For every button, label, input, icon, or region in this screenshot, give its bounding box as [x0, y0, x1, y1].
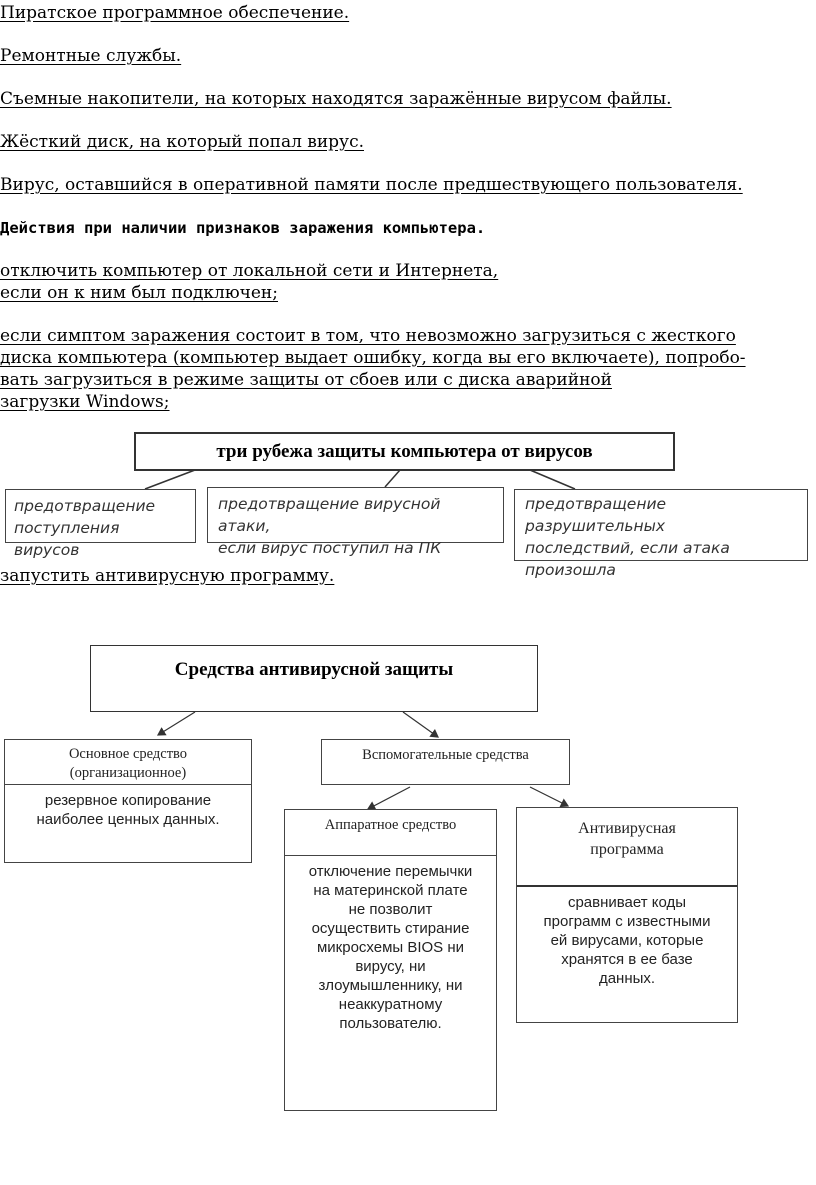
box-line: предотвращение — [14, 497, 156, 515]
action-line: отключить компьютер от локальной сети и Интернета, — [0, 261, 499, 281]
diagram2-title: Средства антивирусной защиты — [174, 658, 454, 680]
hardware-body-line: отключение перемычки — [308, 863, 473, 880]
aux-tools-title: Вспомогательные средства — [362, 746, 529, 763]
antivirus-title-line: Антивирусная — [578, 820, 676, 837]
source-item: Пиратское программное обеспечение. — [0, 3, 350, 23]
main-tool-header — [5, 740, 251, 785]
hardware-body-line: осуществить стирание — [311, 920, 470, 937]
main-tool-body-line: наиболее ценных данных. — [36, 811, 220, 828]
box-line: если вирус поступил на ПК — [218, 539, 442, 557]
box-line: последствий, если атака — [525, 539, 730, 557]
action-run-antivirus: запустить антивирусную программу. — [0, 566, 335, 586]
antivirus-header — [517, 808, 737, 887]
box-line: предотвращение вирусной атаки, — [218, 495, 441, 535]
hardware-body-line: злоумышленнику, ни — [318, 977, 463, 994]
hardware-tool-header — [285, 810, 496, 856]
hardware-tool-title: Аппаратное средство — [324, 817, 457, 833]
aux-tools-box — [321, 739, 570, 785]
antivirus-body-line: ей вирусами, которые — [550, 932, 704, 949]
source-item: Жёсткий диск, на который попал вирус. — [0, 132, 364, 152]
action-line: если симптом заражения состоит в том, что невозможно загрузиться с жесткого — [0, 326, 736, 346]
source-item: Съемные накопители, на которых находятся заражённые вирусом файлы. — [0, 89, 672, 109]
box-line: предотвращение разрушительных — [525, 495, 667, 535]
source-item: Вирус, оставшийся в оперативной памяти после предшествующего пользователя. — [0, 175, 743, 195]
arrow-line — [158, 712, 195, 735]
hardware-tool-body — [285, 856, 496, 1033]
main-tool-title-line: (организационное) — [69, 765, 187, 781]
action-line: загрузки Windows; — [0, 392, 170, 412]
box-line: произошла — [525, 561, 616, 579]
antivirus-box — [516, 807, 738, 1023]
box-line: поступления вирусов — [14, 519, 120, 559]
antivirus-body-line: хранятся в ее базе — [561, 951, 693, 968]
action-line: если он к ним был подключен; — [0, 283, 278, 303]
hardware-body-line: вирусу, ни — [355, 958, 426, 975]
hardware-body-line: неаккуратному — [338, 996, 443, 1013]
hardware-body-line: пользователю. — [339, 1015, 442, 1032]
main-tool-body — [5, 785, 251, 829]
arrow-line — [368, 787, 410, 809]
hardware-body-line: микросхемы BIOS ни — [316, 939, 465, 956]
main-tool-title-line: Основное средство — [68, 746, 188, 762]
action-line: диска компьютера (компьютер выдает ошибку, когда вы его включаете), попробо- — [0, 348, 746, 368]
hardware-tool-box — [284, 809, 497, 1111]
hardware-body-line: не позволит — [348, 901, 433, 918]
diagram2-title-box — [90, 645, 538, 712]
source-item: Ремонтные службы. — [0, 46, 182, 66]
antivirus-title-line: программа — [590, 841, 664, 858]
antivirus-body — [517, 887, 737, 988]
hardware-body-line: на материнской плате — [313, 882, 468, 899]
antivirus-body-line: данных. — [598, 970, 656, 987]
action-line: вать загрузиться в режиме защиты от сбоев или с диска аварийной — [0, 370, 612, 390]
antivirus-body-line: сравнивает коды — [567, 894, 687, 911]
diagram1-title: три рубежа защиты компьютера от вирусов — [216, 440, 593, 462]
actions-heading: Действия при наличии признаков заражения компьютера. — [0, 219, 486, 237]
main-tool-body-line: резервное копирование — [44, 792, 212, 809]
arrow-line — [530, 787, 568, 806]
antivirus-body-line: программ с известными — [543, 913, 711, 930]
arrow-line — [403, 712, 438, 737]
main-tool-box — [4, 739, 252, 863]
